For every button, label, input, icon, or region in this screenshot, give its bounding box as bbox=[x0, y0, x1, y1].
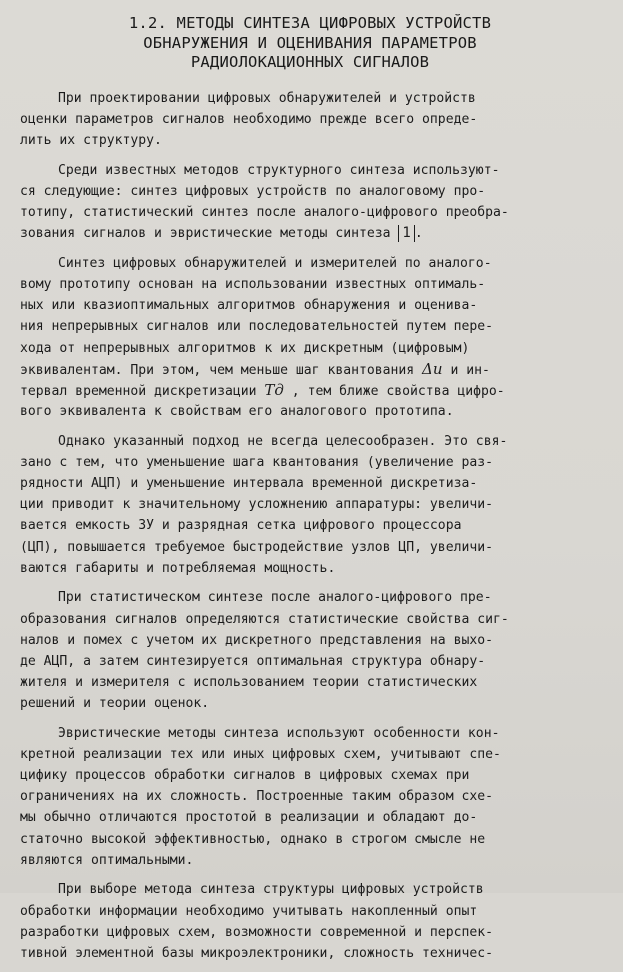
paragraph-6 bbox=[20, 723, 610, 871]
paragraph-3 bbox=[20, 253, 610, 423]
text-line: цифику процессов обработки сигналов в цифровых схемах при bbox=[20, 768, 470, 784]
text-line: Эвристические методы синтеза используют особенности кон- bbox=[58, 725, 500, 741]
paragraph-4 bbox=[20, 431, 610, 579]
text-line: рядности АЦП) и уменьшение интервала временной дискретиза- bbox=[20, 476, 478, 492]
text-line: ции приводит к значительному усложнению аппаратуры: увеличи- bbox=[20, 497, 493, 513]
text-span: . bbox=[414, 226, 423, 242]
text-line bbox=[20, 380, 610, 401]
text-line: решений и теории оценок. bbox=[20, 696, 210, 712]
text-line: оценки параметров сигналов необходимо прежде всего опреде- bbox=[20, 112, 478, 128]
text-line: ных или квазиоптимальных алгоритмов обнаружения и оценива- bbox=[20, 298, 478, 314]
text-line: Однако указанный подход не всегда целесообразен. Это свя- bbox=[58, 433, 508, 449]
paragraph-2 bbox=[20, 160, 610, 245]
section-heading bbox=[60, 14, 560, 73]
text-span: , тем ближе свойства цифро- bbox=[291, 384, 505, 400]
text-line: являются оптимальными. bbox=[20, 852, 194, 868]
text-line: ния непрерывных сигналов или последовательностей путем пере- bbox=[20, 319, 493, 335]
text-line: Среди известных методов структурного синтеза используют- bbox=[58, 162, 500, 178]
math-delta-u: Δu bbox=[422, 359, 443, 378]
body-text bbox=[20, 88, 610, 972]
text-line: хода от непрерывных алгоритмов к их дискретным (цифровым) bbox=[20, 340, 470, 356]
text-line: разработки цифровых схем, возможности современной и перспек- bbox=[20, 924, 493, 940]
text-line: де АЦП, а затем синтезируется оптимальная структура обнару- bbox=[20, 653, 486, 669]
text-span: эквивалентам. При этом, чем меньше шаг квантования bbox=[20, 362, 415, 378]
text-line: образования сигналов определяются статистические свойства сиг- bbox=[20, 611, 509, 627]
paragraph-1 bbox=[20, 88, 610, 152]
text-line: тотипу, статистический синтез после аналого-цифрового преобра- bbox=[20, 205, 509, 221]
text-line: обработки информации необходимо учитывать накопленный опыт bbox=[20, 903, 478, 919]
paragraph-7 bbox=[20, 879, 610, 964]
text-line bbox=[20, 359, 610, 380]
text-line: ограничениях на их сложность. Построенные таким образом схе- bbox=[20, 789, 493, 805]
text-span: и ин- bbox=[450, 362, 490, 378]
paragraph-5 bbox=[20, 587, 610, 714]
text-line: При выборе метода синтеза структуры цифровых устройств bbox=[58, 882, 484, 898]
citation-reference: 1 bbox=[398, 225, 414, 242]
heading-line: ОБНАРУЖЕНИЯ И ОЦЕНИВАНИЯ ПАРАМЕТРОВ bbox=[143, 33, 477, 52]
text-line: При проектировании цифровых обнаружителей и устройств bbox=[58, 91, 476, 106]
text-line: Синтез цифровых обнаружителей и измерителей по аналого- bbox=[58, 255, 492, 271]
text-line: кретной реализации тех или иных цифровых схем, учитывают спе- bbox=[20, 746, 501, 762]
text-line: ся следующие: синтез цифровых устройств по аналоговому про- bbox=[20, 184, 486, 200]
math-t-d: Tд bbox=[264, 381, 284, 400]
text-line bbox=[20, 223, 610, 244]
text-line: тивной элементной базы микроэлектроники, сложность техничес- bbox=[20, 945, 493, 961]
text-span: зования сигналов и эвристические методы синтеза bbox=[20, 226, 391, 242]
text-span: тервал временной дискретизации bbox=[20, 384, 257, 400]
text-line: налов и помех с учетом их дискретного представления на выхо- bbox=[20, 632, 493, 648]
text-line: вому прототипу основан на использовании известных оптималь- bbox=[20, 277, 486, 293]
heading-line: РАДИОЛОКАЦИОННЫХ СИГНАЛОВ bbox=[190, 53, 430, 71]
text-line: (ЦП), повышается требуемое быстродействие узлов ЦП, увеличи- bbox=[20, 539, 493, 555]
text-line: При статистическом синтезе после аналого-цифрового пре- bbox=[58, 590, 492, 606]
text-line: мы обычно отличаются простотой в реализации и обладают до- bbox=[20, 810, 478, 826]
text-line: лить их структуру. bbox=[20, 133, 162, 149]
text-line: статочно высокой эффективностью, однако в строгом смысле не bbox=[20, 831, 486, 847]
text-line: вого эквивалента к свойствам его аналогового прототипа. bbox=[20, 404, 454, 420]
text-line: ваются габариты и потребляемая мощность. bbox=[20, 560, 336, 576]
text-line: вается емкость ЗУ и разрядная сетка цифрового процессора bbox=[20, 518, 462, 534]
text-line: жителя и измерителя с использованием теории статистических bbox=[20, 675, 478, 691]
text-line: зано с тем, что уменьшение шага квантования (увеличение раз- bbox=[20, 454, 493, 470]
heading-line: 1.2. МЕТОДЫ СИНТЕЗА ЦИФРОВЫХ УСТРОЙСТВ bbox=[128, 14, 492, 32]
